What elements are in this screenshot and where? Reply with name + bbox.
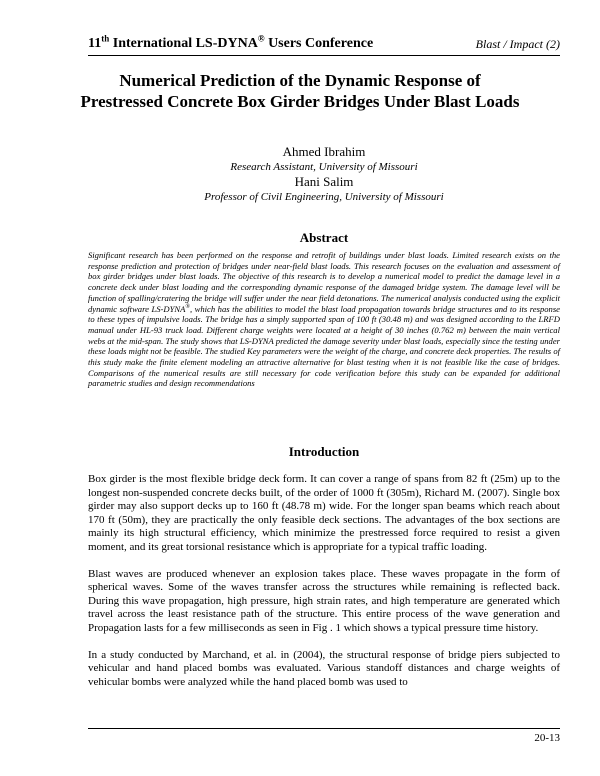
page-number: 20-13 (534, 732, 560, 744)
conference-name (88, 33, 374, 52)
registered-mark: ® (257, 33, 265, 44)
body-paragraph: In a study conducted by Marchand, et al. in (2004), the structural response of bridge piers subjected to vehicular and hand placed bombs was evaluated. Various standoff distances and charge weights of vehicular bombs were analyzed while the hand placed bomb was used to (88, 648, 560, 688)
title-line-1: Numerical Prediction of the Dynamic Response of (119, 71, 481, 90)
abstract-text-part-1: Significant research has been performed on the response and retrofit of buildings under blast loads. Limited research exists on the response prediction and protection of bridges under near-field blast loads. This research focuses on the evaluation and assessment of box girder bridges under blast loads. The objective of this research is to develop a numerical model to predict the damage level in a concrete deck under blast loading and the corresponding dynamic response of the damaged bridge system. The damage level will be function of spalling/cratering the bridge will suffer under the near field detonations. The numerical analysis conducted using the explicit dynamic software LS-DYNA (88, 250, 560, 314)
author-affiliation: Research Assistant, University of Missouri (230, 161, 418, 173)
abstract-text (88, 250, 560, 389)
introduction-body (88, 473, 560, 702)
introduction-heading: Introduction (288, 444, 360, 459)
section-label: Blast / Impact (2) (475, 37, 560, 51)
abstract-heading: Abstract (299, 230, 349, 245)
title-line-2: Prestressed Concrete Box Girder Bridges Under Blast Loads (80, 92, 520, 111)
abstract-text-part-2: , which has the abilities to model the blast load propagation towards bridge structures and to its response to these types of impulsive loads. The bridge has a simply supported span of 100 ft (30.48 m) and was designed according to the LRFD manual under HL-93 truck load. Different charge weights were located at a height of 30 inches (0.762 m) between the main vertical webs at the mid-span. The study shows that LS-DYNA predicted the damage severity under blast loads, especially since the testing under these loads might not be feasible. The studied Key parameters were the weight of the charge, and concrete deck properties. The results of this study make the finite element modeling an attractive alternative for blast testing when it is not feasible like the case of bridges. Comparisons of the numerical results are still necessary for code verification before this study can be expanded for additional parametric studies and design recommendations (88, 303, 560, 389)
paper-title (80, 70, 520, 112)
running-header (88, 32, 560, 54)
ordinal-suffix: th (101, 33, 110, 44)
conference-name-suffix: Users Conference (264, 36, 374, 51)
author-name: Hani Salim (294, 174, 354, 189)
author-affiliation: Professor of Civil Engineering, University of Missouri (204, 191, 444, 203)
header-divider (88, 55, 560, 56)
body-paragraph: Box girder is the most flexible bridge deck form. It can cover a range of spans from 82 ft (25m) up to the longest non-suspended concrete decks built, of the order of 1000 ft (305m), Richard M. (2007). Single box girder may also support decks up to 160 ft (48.78 m) wide. For the longer span beams which reach about 170 ft (50m), they are practically the only feasible deck sections. The advantages of the box sections are mainly its high structural efficiency, which minimize the prestressed force required to resist a given moment, and its great torsional resistance which is appropriate for a typical traffic loading. (88, 473, 560, 553)
conference-number: 11 (88, 36, 102, 51)
footer-divider (88, 728, 560, 729)
body-paragraph: Blast waves are produced whenever an explosion takes place. These waves propagate in the form of spherical waves. Some of the waves transfer across the structures while remaining is reflected back. During this wave propagation, high pressure, high strain rates, and high temperature are generated which travel across the least resistance path of the structure. This entire process of the wave generation and Propagation lasts for a few milliseconds as seen in Fig . 1 which shows a typical pressure time history. (88, 567, 560, 634)
author-block (88, 144, 560, 204)
author-name: Ahmed Ibrahim (282, 144, 366, 159)
registered-mark: ® (185, 303, 190, 310)
conference-name-text: International LS-DYNA (109, 36, 258, 51)
